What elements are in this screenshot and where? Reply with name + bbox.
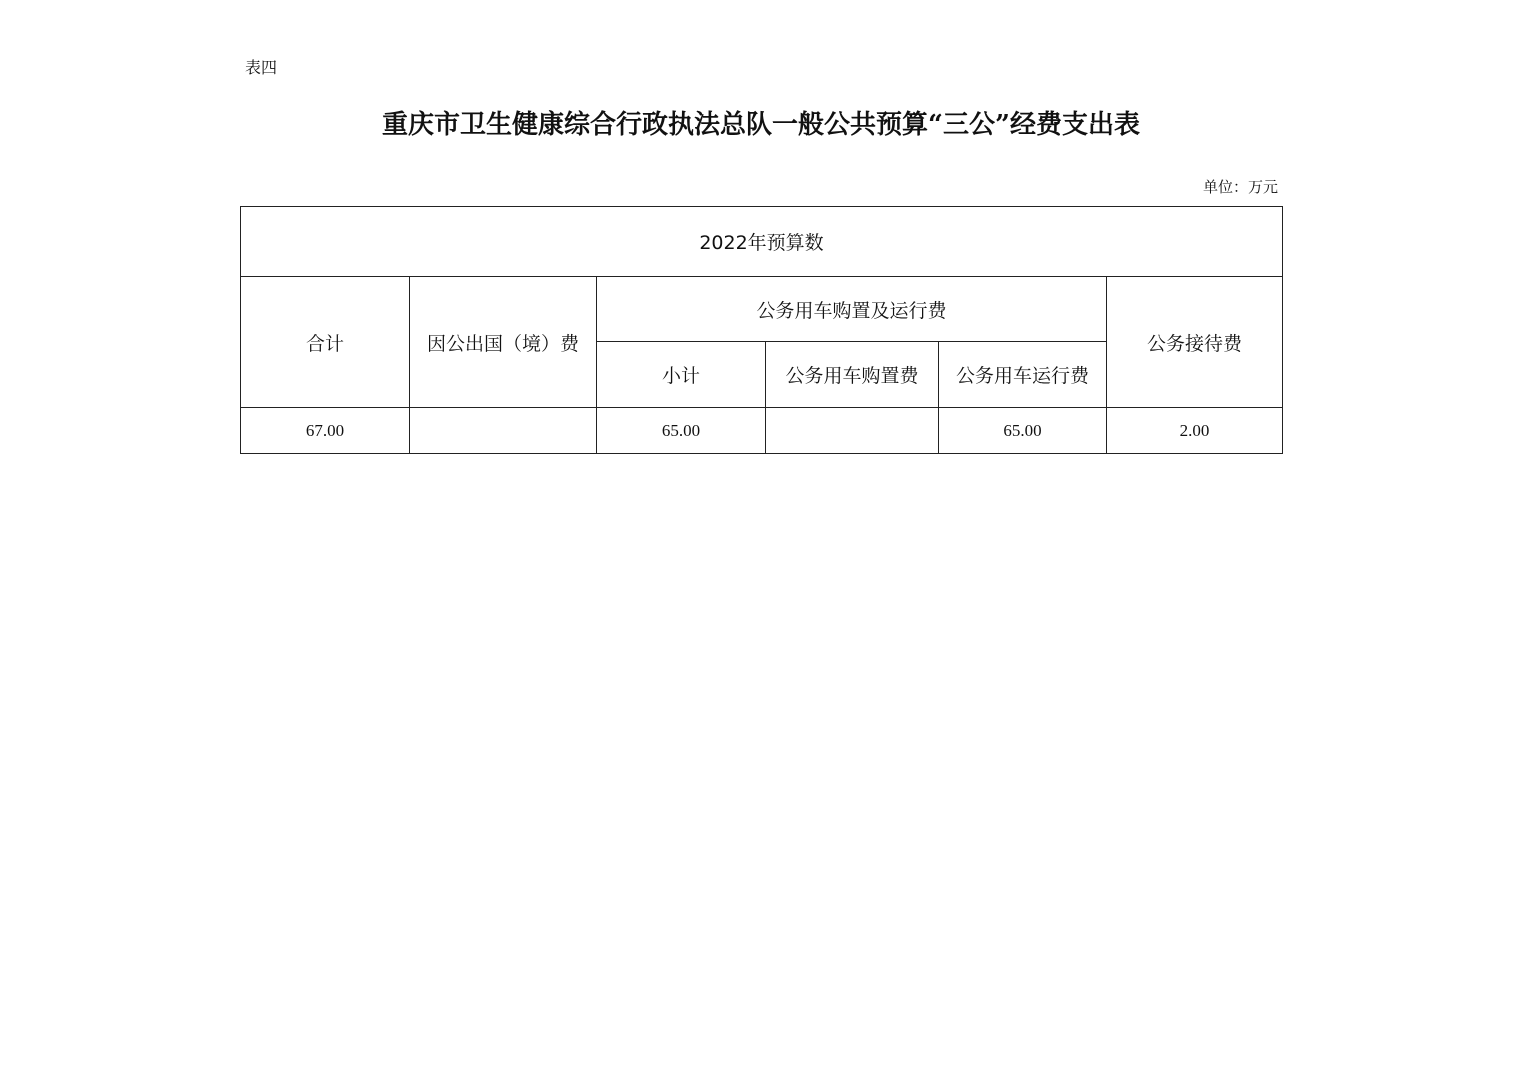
total-value: 67.00 (241, 408, 410, 454)
year-header-row (241, 207, 1283, 277)
vehicle-operation-header: 公务用车运行费 (939, 342, 1107, 408)
overseas-value (410, 408, 597, 454)
budget-table (240, 206, 1283, 454)
vehicle-subtotal-header: 小计 (597, 342, 766, 408)
vehicle-subtotal-value: 65.00 (597, 408, 766, 454)
year-header-cell: 2022年预算数 (241, 207, 1283, 277)
vehicle-operation-value: 65.00 (939, 408, 1107, 454)
overseas-header: 因公出国（境）费 (410, 277, 597, 408)
vehicle-purchase-value (766, 408, 939, 454)
unit-note: 单位：万元 (1202, 178, 1278, 196)
reception-value: 2.00 (1107, 408, 1283, 454)
column-header-row (241, 277, 1283, 342)
document-title: 重庆市卫生健康综合行政执法总队一般公共预算“三公”经费支出表 (382, 110, 1140, 140)
total-header: 合计 (241, 277, 410, 408)
table-label: 表四 (245, 58, 278, 77)
reception-header: 公务接待费 (1107, 277, 1283, 408)
vehicle-purchase-header: 公务用车购置费 (766, 342, 939, 408)
vehicle-group-header: 公务用车购置及运行费 (597, 277, 1107, 342)
table-row (241, 408, 1283, 454)
